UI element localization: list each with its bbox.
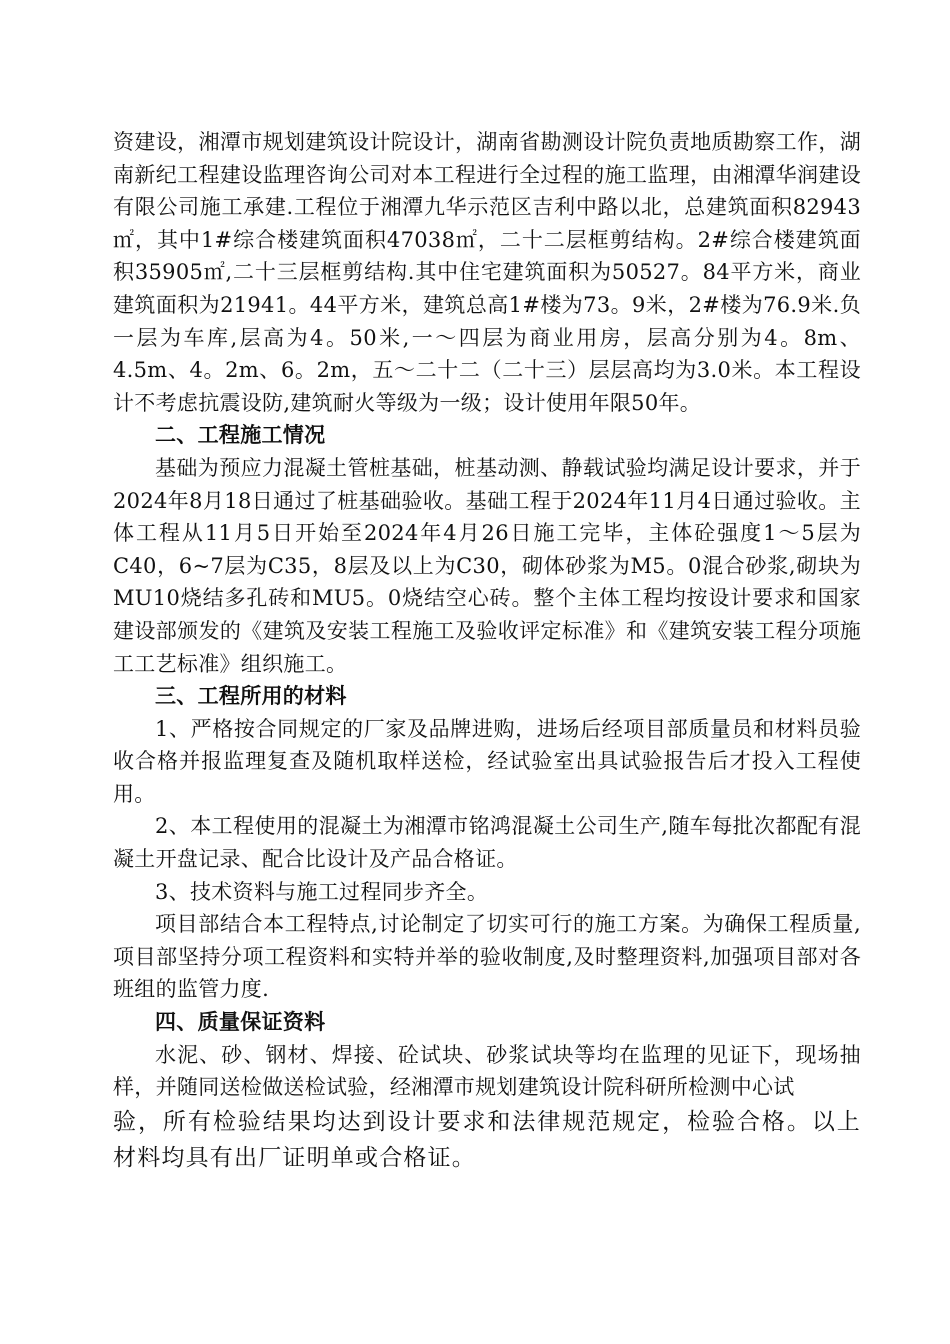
quality-paragraph-1: 水泥、砂、钢材、焊接、砼试块、砂浆试块等均在监理的见证下，现场抽样，并随同送检做送检试验，经湘潭市规划建筑设计院科研所检测中心试	[113, 1042, 861, 1100]
section-heading-construction: 二、工程施工情况	[155, 423, 326, 448]
construction-paragraph: 基础为预应力混凝土管桩基础，桩基动测、静载试验均满足设计要求，并于2024年8月18日通过了桩基础验收。基础工程于2024年11月4日通过验收。主体工程从11月5日开始至2024年4月26日施工完毕，主体砼强度1～5层为C40，6~7层为C35，8层及以上为C30，砌体砂浆为M5。0混合砂浆,砌块为MU10烧结多孔砖和MU5。0烧结空心砖。整个主体工程均按设计要求和国家建设部颁发的《建筑及安装工程施工及验收评定标准》和《建筑安装工程分项施工工艺标准》组织施工。	[113, 455, 861, 676]
materials-paragraph-1: 1、严格按合同规定的厂家及品牌进购，进场后经项目部质量员和材料员验收合格并报监理复查及随机取样送检，经试验室出具试验报告后才投入工程使用。	[113, 716, 861, 806]
section-heading-quality: 四、质量保证资料	[155, 1010, 326, 1035]
intro-paragraph: 资建设，湘潭市规划建筑设计院设计，湖南省勘测设计院负责地质勘察工作，湖南新纪工程建设监理咨询公司对本工程进行全过程的施工监理，由湘潭华润建设有限公司施工承建.工程位于湘潭九华示范区吉利中路以北，总建筑面积82943㎡，其中1#综合楼建筑面积47038㎡，二十二层框剪结构。2#综合楼建筑面积35905㎡,二十三层框剪结构.其中住宅建筑面积为50527。84平方米，商业建筑面积为21941。44平方米，建筑总高1#楼为73。9米，2#楼为76.9米.负一层为车库,层高为4。50米,一～四层为商业用房，层高分别为4。8m、4.5m、4。2m、6。2m，五～二十二（二十三）层层高均为3.0米。本工程设计不考虑抗震设防,建筑耐火等级为一级；设计使用年限50年。	[113, 130, 861, 415]
materials-paragraph-4: 项目部结合本工程特点,讨论制定了切实可行的施工方案。为确保工程质量,项目部坚持分项工程资料和实特并举的验收制度,及时整理资料,加强项目部对各班组的监管力度.	[113, 912, 861, 1002]
quality-paragraph-2: 验，所有检验结果均达到设计要求和法律规范规定，检验合格。以上材料均具有出厂证明单或合格证。	[113, 1108, 861, 1171]
materials-paragraph-3: 3、技术资料与施工过程同步齐全。	[155, 879, 489, 904]
section-heading-materials: 三、工程所用的材料	[155, 684, 347, 709]
materials-paragraph-2: 2、本工程使用的混凝土为湘潭市铭鸿混凝土公司生产,随车每批次都配有混凝土开盘记录、配合比设计及产品合格证。	[113, 814, 861, 872]
document-body	[113, 126, 861, 1176]
